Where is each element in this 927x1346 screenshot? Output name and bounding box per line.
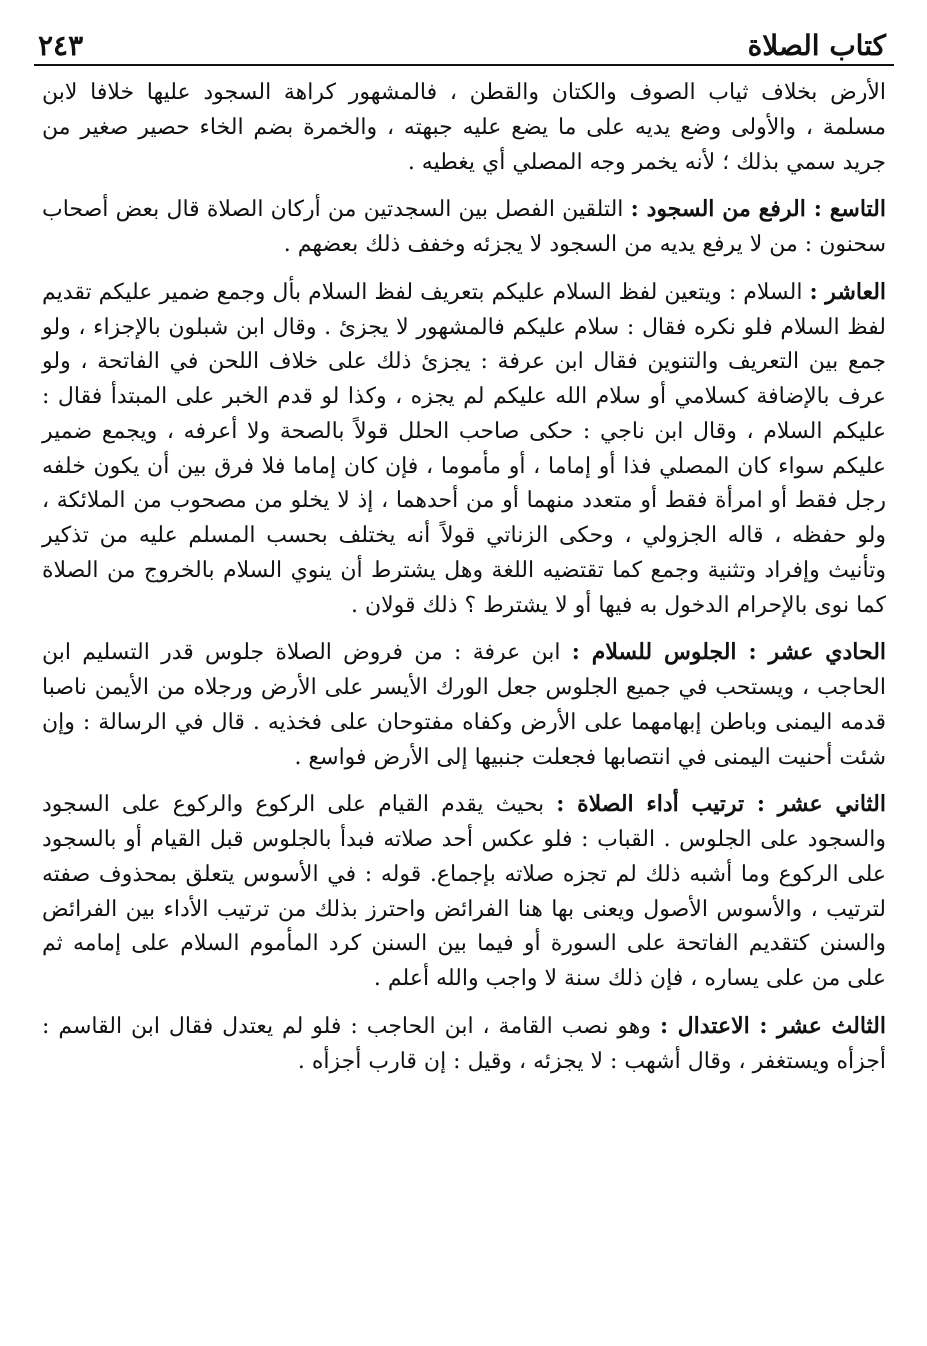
page-title: كتاب الصلاة xyxy=(747,29,886,62)
paragraph-text: السلام : ويتعين لفظ السلام عليكم بتعريف لفظ السلام بأل وجمع ضمير عليكم تقديم لفظ السلام فلو نكره فقال : سلام عليكم فالمشهور لا يجزئ . وقال ابن شبلون بالإجزاء ، ولو جمع بين التعريف والتنوين فقال ابن عرفة : يجزئ ذلك على خلاف اللحن في الفاتحة ، ولو عرف بالإضافة كسلامي أو سلام الله عليكم لم يجزه ، وكذا لو قدم الخبر على المبتدأ فقال : عليكم السلام ، وقال ابن ناجي : حكى صاحب الحلل قولاً بالصحة ولا أعرفه ، ويجمع ضمير عليكم سواء كان المصلي فذا أو إماما ، أو مأموما ، فإن كان إماما فلا فرق بين أن يكون خلفه رجل فقط أو امرأة فقط أو متعدد منهما أو من أحدهما ، إذ لا يخلو من مصحوب من الملائكة ، ولو حفظه ، قاله الجزولي ، وحكى الزناتي قولاً أنه يختلف بحسب المسلم عليه من تذكير وتأنيث وإفراد وتثنية وجمع كما تقتضيه اللغة وهل يشترط أن ينوي السلام بالخروج من الصلاة كما نوى بالإحرام الدخول به فيها أو لا يشترط ؟ ذلك قولان . xyxy=(42,279,886,618)
page-number: ٢٤٣ xyxy=(38,29,84,62)
paragraph-text: بحيث يقدم القيام على الركوع والركوع على السجود والسجود على الجلوس . القباب : فلو عكس أحد صلاته فبدأ بالجلوس قبل القيام أو بالسجود على الركوع وما أشبه ذلك لم تجزه صلاته بإجماع. قوله : في الأسوس يتعلق بمحذوف صفته لترتيب ، والأسوس الأصول ويعنى بها هنا الفرائض واحترز بذلك من ترتيب الأداء بين الفرائض والسنن كتقديم الفاتحة على السورة أو فيما بين السنن كرد المأموم السلام على إمامه ثم على من على يساره ، فإن ذلك سنة لا واجب والله أعلم . xyxy=(42,792,886,991)
paragraph-heading: الحادي عشر : الجلوس للسلام : xyxy=(571,639,887,666)
paragraph-heading: الثاني عشر : ترتيب أداء الصلاة : xyxy=(556,791,886,818)
paragraph-tenth xyxy=(42,275,886,624)
page-body xyxy=(34,66,894,1079)
paragraph-twelfth xyxy=(42,787,886,997)
paragraph-ninth xyxy=(42,192,886,263)
paragraph-text: وهو نصب القامة ، ابن الحاجب : فلو لم يعتدل فقال ابن القاسم : أجزأه ويستغفر ، وقال أشهب : لا يجزئه ، وقيل : إن قارب أجزأه . xyxy=(42,1013,886,1074)
paragraph-text: التلقين الفصل بين السجدتين من أركان الصلاة قال بعض أصحاب سحنون : من لا يرفع يديه من السجود لا يجزئه وخفف ذلك بعضهم . xyxy=(42,197,886,257)
paragraph-text: ابن عرفة : من فروض الصلاة جلوس قدر التسليم ابن الحاجب ، ويستحب في جميع الجلوس جعل الورك الأيسر على الأرض ورجلاه من الأيمن ناصبا قدمه اليمنى وباطن إبهامهما على الأرض وكفاه مفتوحان على فخذيه . قال في الرسالة : وإن شئت أحنيت اليمنى في انتصابها فجعلت جنبيها إلى الأرض فواسع . xyxy=(42,640,886,770)
paragraph-eleventh xyxy=(42,635,886,775)
page-header xyxy=(34,20,894,66)
paragraph-heading: التاسع : الرفع من السجود : xyxy=(630,196,886,223)
paragraph-continuation xyxy=(42,76,886,180)
paragraph-thirteenth xyxy=(42,1009,886,1080)
paragraph-text: الأرض بخلاف ثياب الصوف والكتان والقطن ، فالمشهور كراهة السجود عليها خلافا لابن مسلمة ، والأولى وضع يديه على ما يضع عليه جبهته ، والخمرة بضم الخاء حصير صغير من جريد سمي بذلك ؛ لأنه يخمر وجه المصلي أي يغطيه . xyxy=(42,80,886,175)
book-page xyxy=(34,20,894,1320)
paragraph-heading: العاشر : xyxy=(809,278,887,305)
paragraph-heading: الثالث عشر : الاعتدال : xyxy=(659,1012,886,1039)
